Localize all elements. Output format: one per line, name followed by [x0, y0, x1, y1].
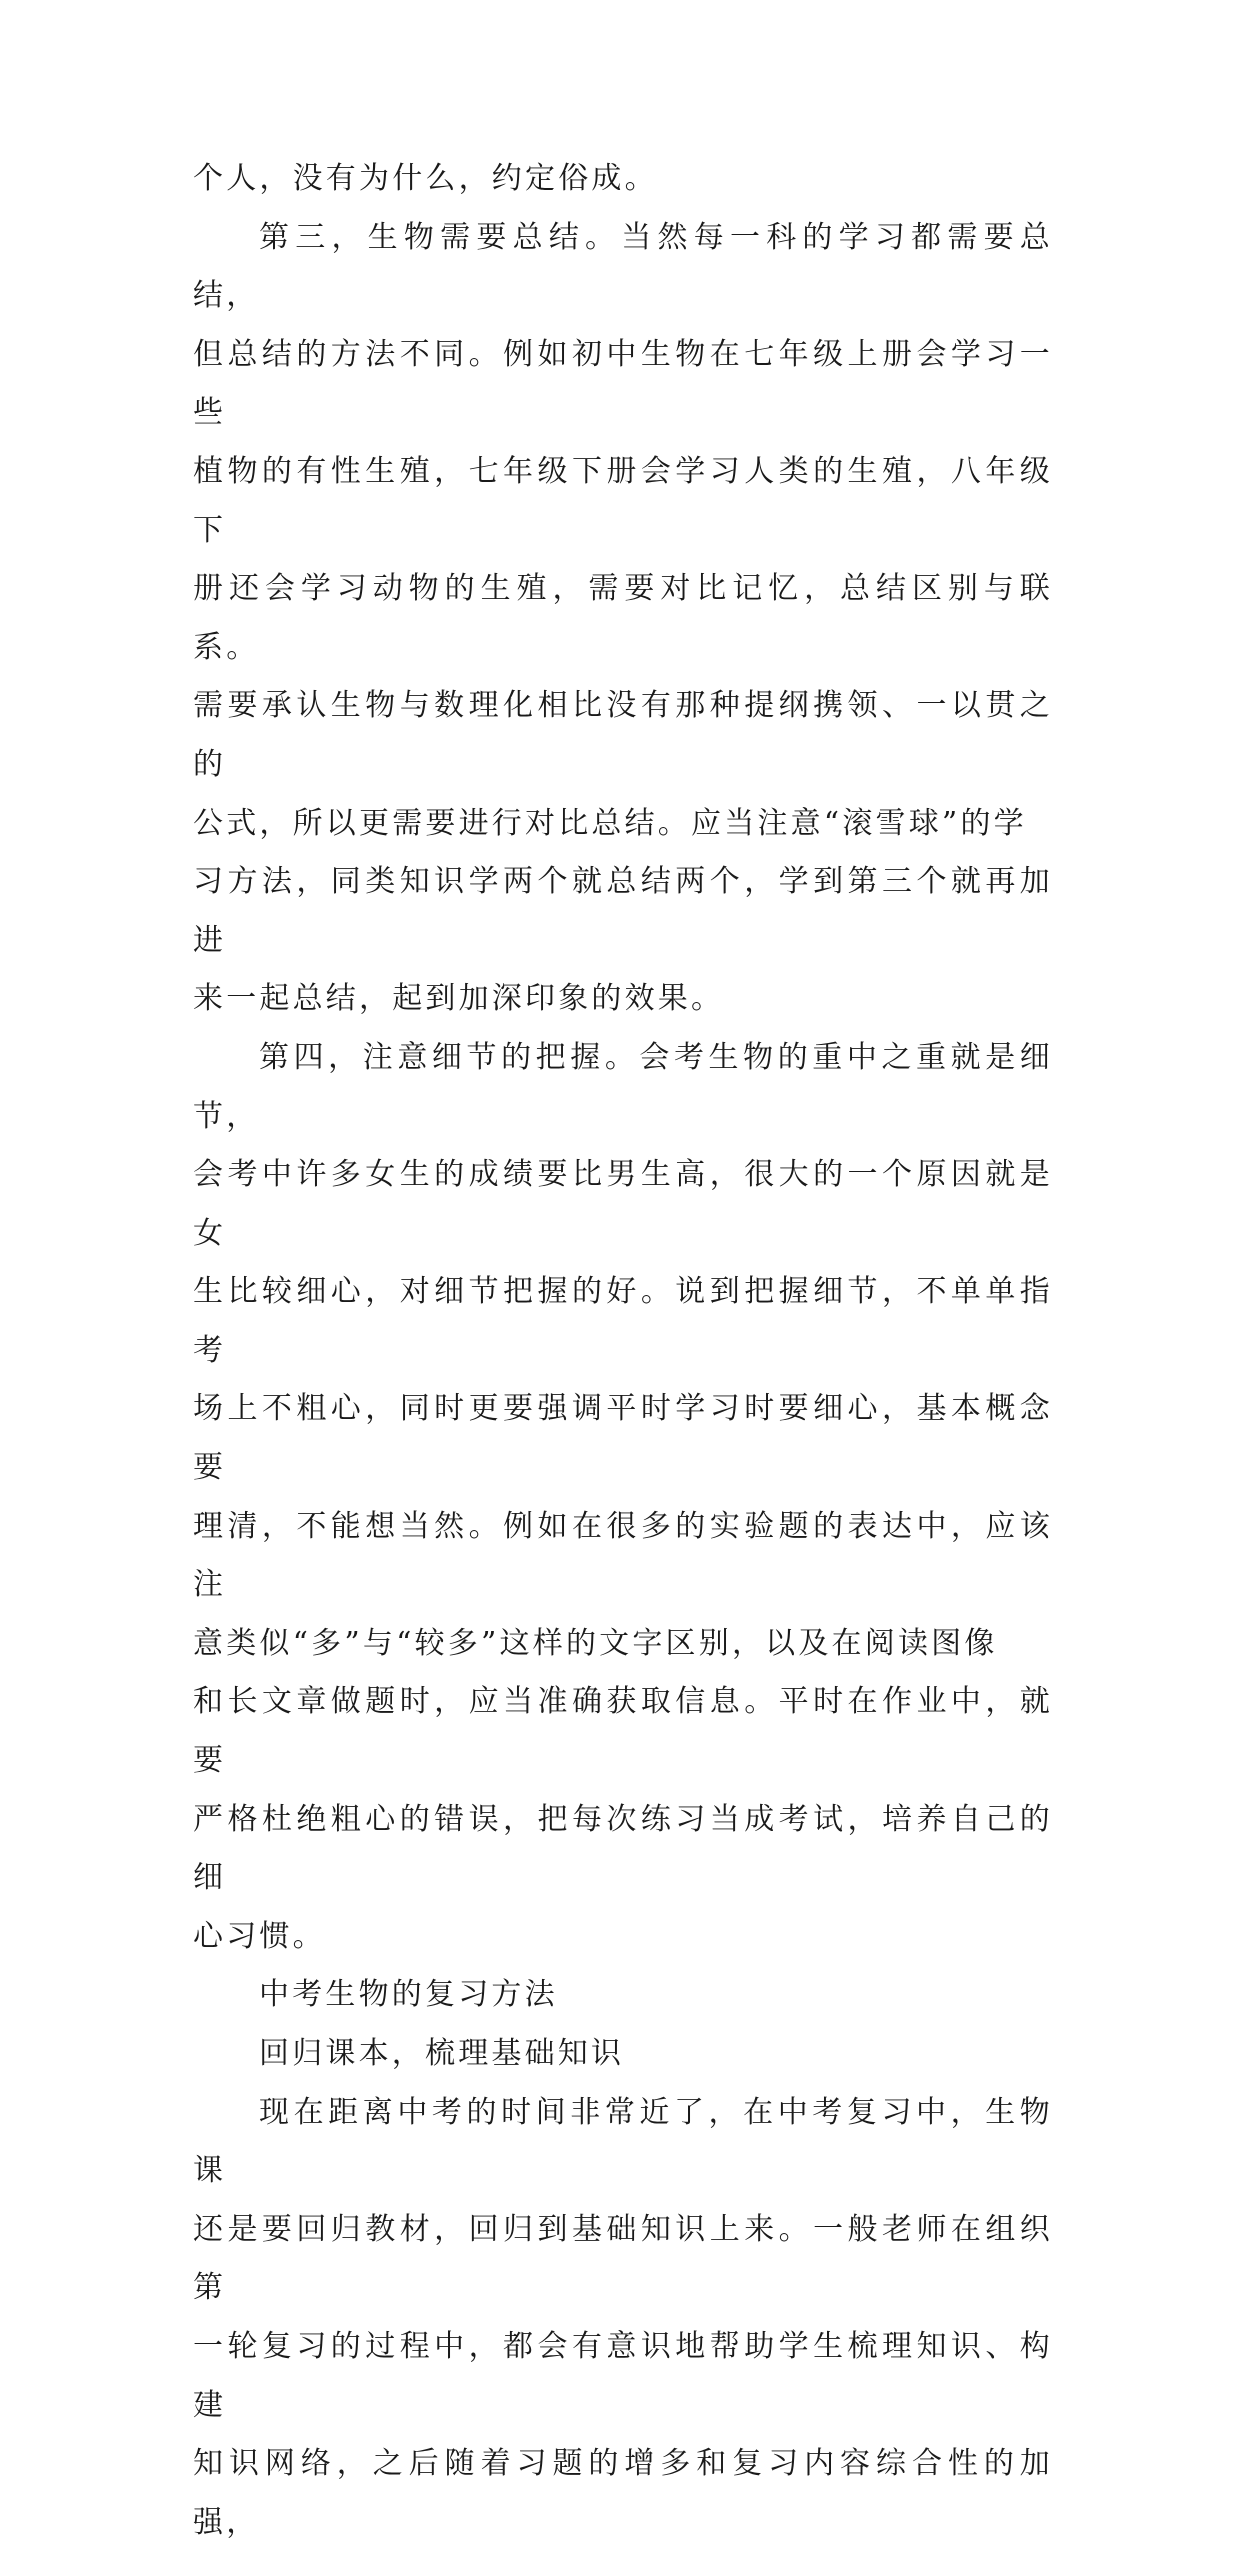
paragraph-fourth-point: 第四，注意细节的把握。会考生物的重中之重就是细节， 会考中许多女生的成绩要比男生高，很大的一个原因就是女 生比较细心，对细节把握的好。说到把握细节，不单单指考 场上不粗心，同时更要强调平时学习时要细心，基本概念要 理清，不能想当然。例如在很多的实验题的表达中，应该注 意类似“多”与“较多”这样的文字区别，以及在阅读图像 和长文章做题时，应当准确获取信息。平时在作业中，就要 严格杜绝粗心的错误，把每次练习当成考试，培养自己的细 心习惯。 [193, 1039, 1053, 1954]
paragraph-continuation: 个人，没有为什么，约定俗成。 [193, 161, 658, 196]
document-page [193, 150, 1053, 2552]
section-heading-review-methods: 中考生物的复习方法 [259, 1977, 558, 2013]
paragraph-review-advice: 现在距离中考的时间非常近了，在中考复习中，生物课 还是要回归教材，回归到基础知识上来。一般老师在组织第 一轮复习的过程中，都会有意识地帮助学生梳理知识、构建 知识网络，之后随着习题的增多和复习内容综合性的加强， [193, 2094, 1053, 2540]
paragraph-third-point: 第三，生物需要总结。当然每一科的学习都需要总结， 但总结的方法不同。例如初中生物在七年级上册会学习一些 植物的有性生殖，七年级下册会学习人类的生殖，八年级下 册还会学习动物的生殖，需要对比记忆，总结区别与联系。 需要承认生物与数理化相比没有那种提纲携领、一以贯之的 公式，所以更需要进行对比总结。应当注意“滚雪球”的学 习方法，同类知识学两个就总结两个，学到第三个就再加进 来一起总结，起到加深印象的效果。 [193, 219, 1053, 1017]
subheading-return-to-textbook: 回归课本，梳理基础知识 [259, 2036, 625, 2071]
